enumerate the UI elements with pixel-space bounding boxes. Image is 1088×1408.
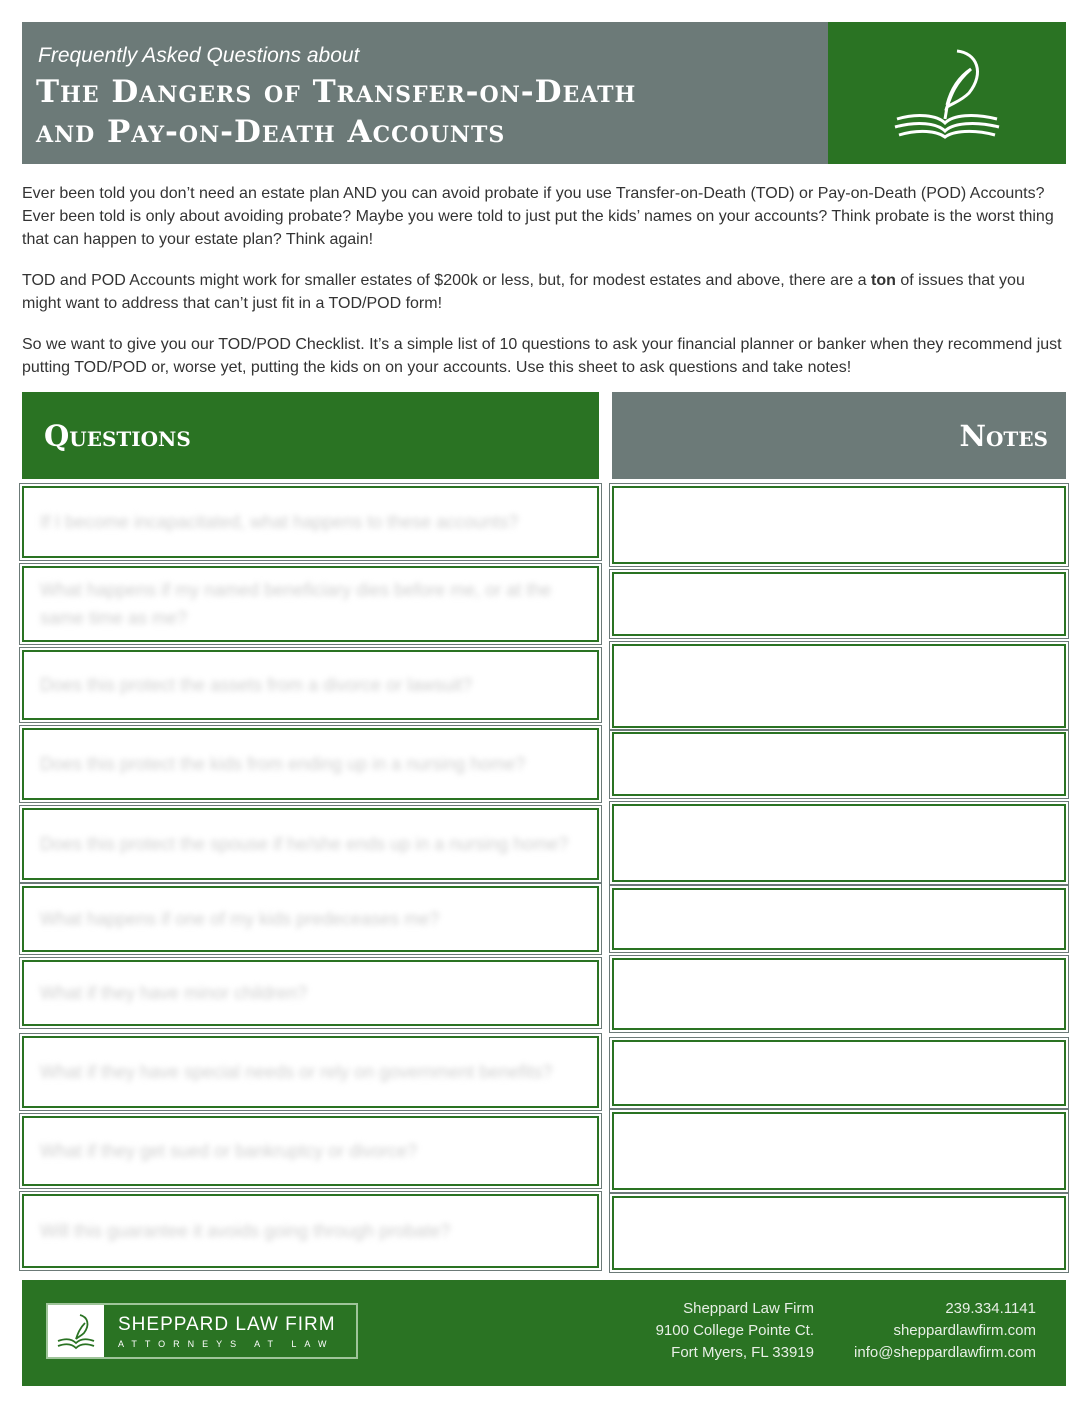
firm-logo: [46, 1303, 358, 1359]
intro-text: [22, 182, 1066, 397]
notes-box[interactable]: [612, 572, 1066, 636]
question-row: What if they have minor children?: [22, 960, 599, 1026]
firm-name: SHEPPARD LAW FIRM: [118, 1313, 336, 1335]
notes-box[interactable]: [612, 732, 1066, 796]
footer-address: [632, 1298, 814, 1364]
title-line-1: The Dangers of Transfer-on-Death: [36, 74, 637, 110]
address-street: 9100 College Pointe Ct.: [655, 1322, 814, 1339]
notes-box[interactable]: [612, 1196, 1066, 1270]
firm-tagline: ATTORNEYS AT LAW: [118, 1338, 335, 1349]
intro-paragraph-1: Ever been told you don’t need an estate plan AND you can avoid probate if you use Transfer-on-Death (TOD) or Pay-on-Death (POD) Accounts? Ever been told is only about avoiding probate? Maybe you were told to just put the kids’ names on your accounts? Think probate is the worst thing that can happen to your estate plan? Think again!: [22, 185, 1054, 248]
website-link[interactable]: sheppardlawfirm.com: [893, 1322, 1036, 1339]
quill-book-icon: [887, 43, 1007, 143]
page-title: [36, 72, 826, 152]
title-line-2: and Pay-on-Death Accounts: [36, 114, 506, 150]
footer-contact: [822, 1298, 1036, 1364]
intro-paragraph-3: So we want to give you our TOD/POD Checklist. It’s a simple list of 10 questions to ask your financial planner or banker when they recommend just putting TOD/POD or, worse yet, putting the kids on on your accounts. Use this sheet to ask questions and take notes!: [22, 336, 1062, 376]
header-subtitle: Frequently Asked Questions about: [38, 44, 360, 67]
address-city: Fort Myers, FL 33919: [671, 1344, 814, 1361]
address-name: Sheppard Law Firm: [683, 1300, 814, 1317]
intro-paragraph-2: TOD and POD Accounts might work for smaller estates of $200k or less, but, for modest estates and above, there are a ton of issues that you might want to address that can’t just fit in a TOD/POD form!: [22, 272, 1025, 312]
questions-column-header: Questions: [22, 392, 599, 479]
notes-box[interactable]: [612, 1112, 1066, 1190]
question-row: Does this protect the spouse if he/she ends up in a nursing home?: [22, 808, 599, 880]
question-row: What if they have special needs or rely on government benefits?: [22, 1036, 599, 1108]
notes-box[interactable]: [612, 486, 1066, 564]
notes-box[interactable]: [612, 888, 1066, 950]
header-logo-panel: [828, 22, 1066, 164]
quill-book-icon: [48, 1305, 104, 1357]
phone-number[interactable]: 239.334.1141: [945, 1300, 1036, 1317]
header-banner: [22, 22, 1066, 164]
notes-box[interactable]: [612, 644, 1066, 728]
question-row: What happens if one of my kids predeceases me?: [22, 886, 599, 952]
emphasis-ton: ton: [871, 272, 896, 289]
notes-box[interactable]: [612, 958, 1066, 1030]
question-row: Does this protect the assets from a divorce or lawsuit?: [22, 650, 599, 720]
notes-box[interactable]: [612, 804, 1066, 882]
question-row: Will this guarantee it avoids going through probate?: [22, 1194, 599, 1268]
notes-box[interactable]: [612, 1040, 1066, 1106]
footer: [22, 1280, 1066, 1386]
email-link[interactable]: info@sheppardlawfirm.com: [854, 1344, 1036, 1361]
question-row: What happens if my named beneficiary dies before me, or at the same time as me?: [22, 566, 599, 642]
notes-column-header: Notes: [612, 392, 1066, 479]
question-row: What if they get sued or bankruptcy or divorce?: [22, 1116, 599, 1186]
question-row: If I become incapacitated, what happens to these accounts?: [22, 486, 599, 558]
question-row: Does this protect the kids from ending up in a nursing home?: [22, 728, 599, 800]
